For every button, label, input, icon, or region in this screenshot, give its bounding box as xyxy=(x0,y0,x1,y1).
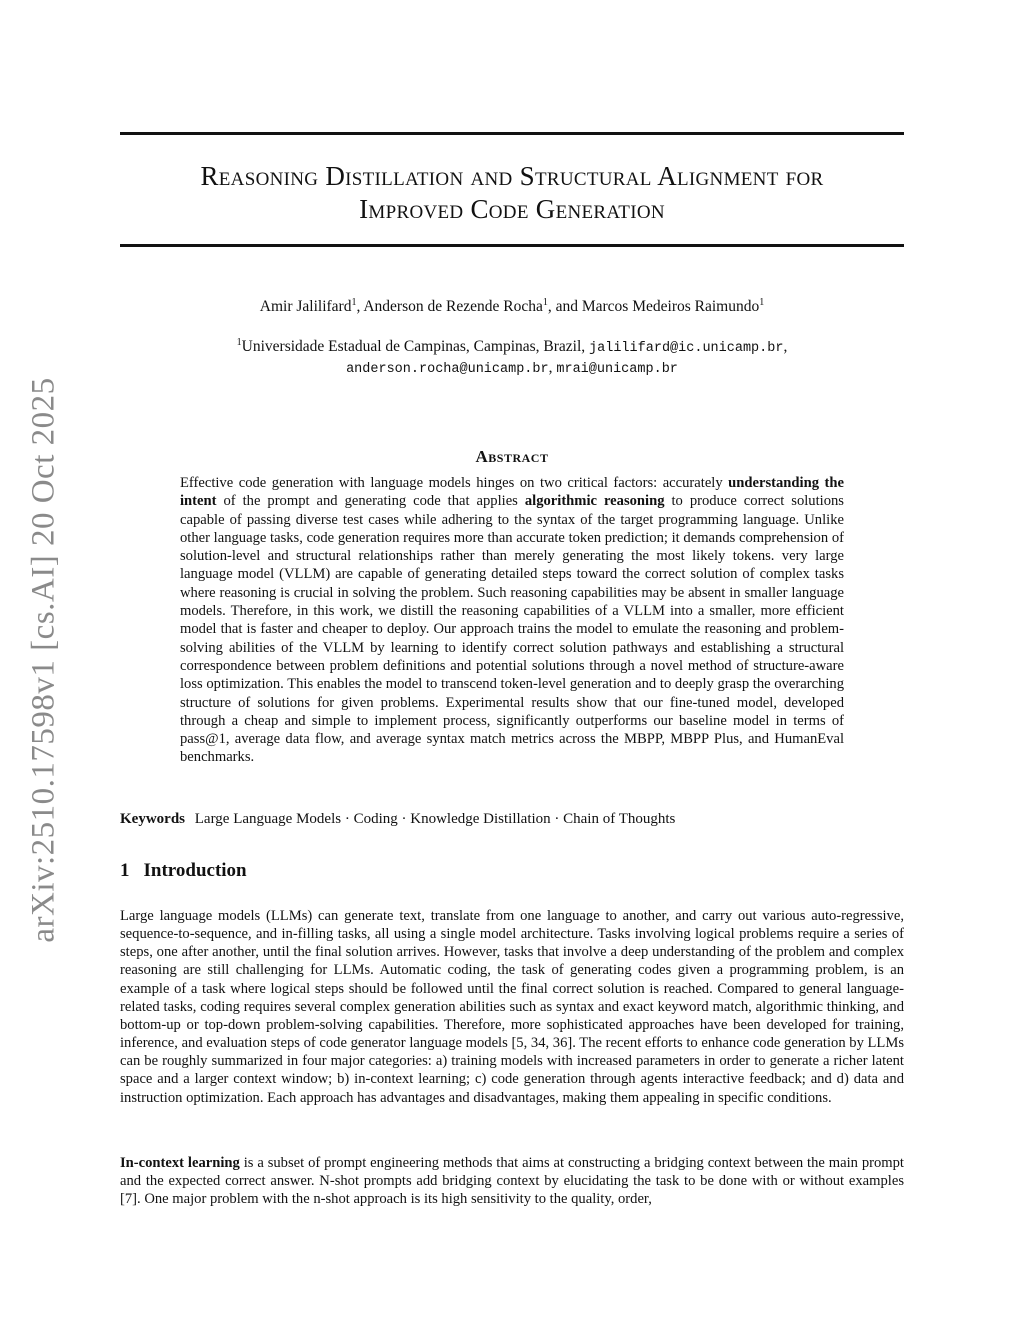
keywords-list: Large Language Models · Coding · Knowledge Distillation · Chain of Thoughts xyxy=(194,811,676,827)
author-list xyxy=(120,298,904,316)
title-line-2: Improved Code Generation xyxy=(359,194,665,224)
section-heading xyxy=(120,860,247,882)
affiliation-marker: 1 xyxy=(351,296,357,308)
abstract-emphasis: algorithmic reasoning xyxy=(524,493,665,510)
intro-paragraph: Large language models (LLMs) can generate text, translate from one language to another, and carry out various auto-regressive, sequence-to-sequence, and in-filling tasks, all using a single model architecture. Tasks involving logical problems require a series of steps, one after another, until the final solution arrives. However, tasks that involve a deep understanding of the problem and complex reasoning are still challenging for LLMs. Automatic coding, the task of generating codes given a programming problem, is an example of a task where logical steps should be followed until the final correct solution is reached. Compared to general language-related tasks, coding requires several complex generation abilities such as syntax and exact keyword match, algorithmic thinking, and bottom-up or top-down problem-solving capabilities. Therefore, more sophisticated approaches have been developed for training, inference, and evaluation steps of code generator language models [5, 34, 36]. The recent efforts to enhance code generation by LLMs can be roughly summarized in four major categories: a) training models with increased parameters in order to generate a richer latent space and a larger context window; b) in-context learning; c) code generation through agents interactive feedback; and d) data and instruction optimization. Each approach has advantages and disadvantages, making them appealing in specific conditions. xyxy=(120,908,904,1106)
paper-title xyxy=(120,160,904,226)
section-number: 1 xyxy=(120,860,130,881)
title-rule-bottom xyxy=(120,244,904,247)
abstract-heading: Abstract xyxy=(475,447,549,466)
abstract-text: Effective code generation with language models hinges on two critical factors: accurately xyxy=(180,475,729,491)
institution: Universidade Estadual de Campinas, Campinas, Brazil, xyxy=(241,338,590,355)
abstract-text: to produce correct solutions capable of passing diverse test cases while adhering to the syntax of the target programming language. Unlike other language tasks, code generation requires more than accurate token prediction; it demands comprehension of solution-level and structural relationships rather than merely generating the most likely tokens. very large language model (VLLM) are capable of generating detailed steps toward the correct solution of complex tasks where reasoning is crucial in solving the problem. Such reasoning capabilities may be absent in smaller language models. Therefore, in this work, we distill the reasoning capabilities of a VLLM into a smaller, more efficient model that is faster and cheaper to deploy. Our approach trains the model to emulate the reasoning and problem-solving abilities of the VLLM by learning to identify correct solution pathways and establishing a structural correspondence between problem definitions and potential solutions through a novel method of structure-aware loss optimization. This enables the model to transcend token-level generation and to deeply grasp the overarching structure of solutions for given problems. Experimental results show that our fine-tuned model, developed through a cheap and simple to implement process, significantly outperforms our baseline model in terms of pass@1, average data flow, and average syntax match metrics across the MBPP, MBPP Plus, and HumanEval benchmarks. xyxy=(180,493,844,766)
title-line-1: Reasoning Distillation and Structural Alignment for xyxy=(200,161,824,191)
abstract-emphasis: understanding the intent xyxy=(180,475,844,510)
abstract-body xyxy=(180,474,844,767)
affiliation-marker: 1 xyxy=(759,296,765,308)
keywords-label: Keywords xyxy=(120,811,185,827)
section-title: Introduction xyxy=(143,860,247,881)
author-separator: , and xyxy=(547,298,582,315)
author-separator: , xyxy=(356,298,364,315)
affiliation-marker: 1 xyxy=(236,336,242,348)
author-name: Anderson de Rezende Rocha xyxy=(363,298,543,315)
paragraph-text: is a subset of prompt engineering methods that aims at constructing a bridging context between the main prompt and the expected correct answer. N-shot prompts add bridging context by elucidating the task to be done with or without examples [7]. One major problem with the n-shot approach is its high sensitivity to the quality, order, xyxy=(120,1155,904,1208)
arxiv-identifier: arXiv:2510.17598v1 [cs.AI] 20 Oct 2025 xyxy=(25,377,62,943)
intro-paragraph xyxy=(120,1154,904,1208)
author-name: Amir Jalilifard xyxy=(259,298,352,315)
email-link[interactable]: mrai@unicamp.br xyxy=(556,362,678,377)
paragraph-lead: In-context learning xyxy=(120,1155,240,1171)
keywords xyxy=(120,811,904,828)
title-rule-top xyxy=(120,132,904,135)
email-link[interactable]: anderson.rocha@unicamp.br xyxy=(346,362,549,377)
affiliation-marker: 1 xyxy=(542,296,548,308)
email-link[interactable]: jalilifard@ic.unicamp.br xyxy=(589,341,784,356)
author-name: Marcos Medeiros Raimundo xyxy=(581,298,760,315)
abstract-text: of the prompt and generating code that applies xyxy=(216,493,525,510)
affiliation: $^1$Universidade Estadual de Campinas, Campinas, Brazil, jalilifard@ic.unicamp.br, anderson.rocha@unicamp.br, mrai@unicamp.br xyxy=(236,336,788,377)
